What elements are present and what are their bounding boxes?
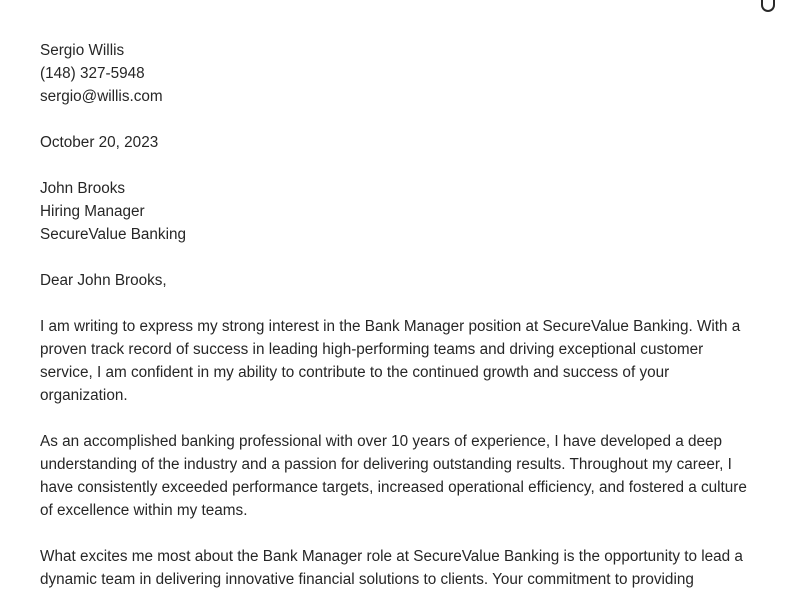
recipient-title: Hiring Manager	[40, 203, 145, 220]
salutation: Dear John Brooks,	[40, 272, 167, 289]
recipient-name: John Brooks	[40, 180, 126, 197]
paragraph-line: dynamic team in delivering innovative financial solutions to clients. Your commitment to providing	[40, 571, 694, 588]
sender-phone: (148) 327-5948	[40, 65, 145, 82]
paragraph-line: organization.	[40, 387, 128, 404]
paragraph-line: have consistently exceeded performance targets, increased operational efficiency, and fostered a culture	[40, 479, 747, 496]
date-block	[40, 131, 765, 154]
recipient-company: SecureValue Banking	[40, 226, 186, 243]
paragraph-line: of excellence within my teams.	[40, 502, 248, 519]
paragraph-line: I am writing to express my strong interest in the Bank Manager position at SecureValue Banking. With a	[40, 318, 741, 335]
cover-letter	[40, 39, 765, 614]
paragraph-line: service, I am confident in my ability to contribute to the continued growth and success of your	[40, 364, 670, 381]
sender-name: Sergio Willis	[40, 42, 125, 59]
paragraph-line: What excites me most about the Bank Manager role at SecureValue Banking is the opportunity to lead a	[40, 548, 743, 565]
paragraph-line: understanding of the industry and a passion for delivering outstanding results. Throughout my career, I	[40, 456, 732, 473]
paperclip-icon	[761, 0, 775, 12]
paragraph-2	[40, 430, 765, 522]
letter-date: October 20, 2023	[40, 134, 159, 151]
paragraph-1	[40, 315, 765, 407]
sender-block	[40, 39, 765, 108]
recipient-block	[40, 177, 765, 246]
paragraph-line: As an accomplished banking professional with over 10 years of experience, I have developed a deep	[40, 433, 722, 450]
paragraph-3	[40, 545, 765, 591]
salutation-block	[40, 269, 765, 292]
sender-email: sergio@willis.com	[40, 88, 163, 105]
paragraph-line: proven track record of success in leading high-performing teams and driving exceptional customer	[40, 341, 704, 358]
